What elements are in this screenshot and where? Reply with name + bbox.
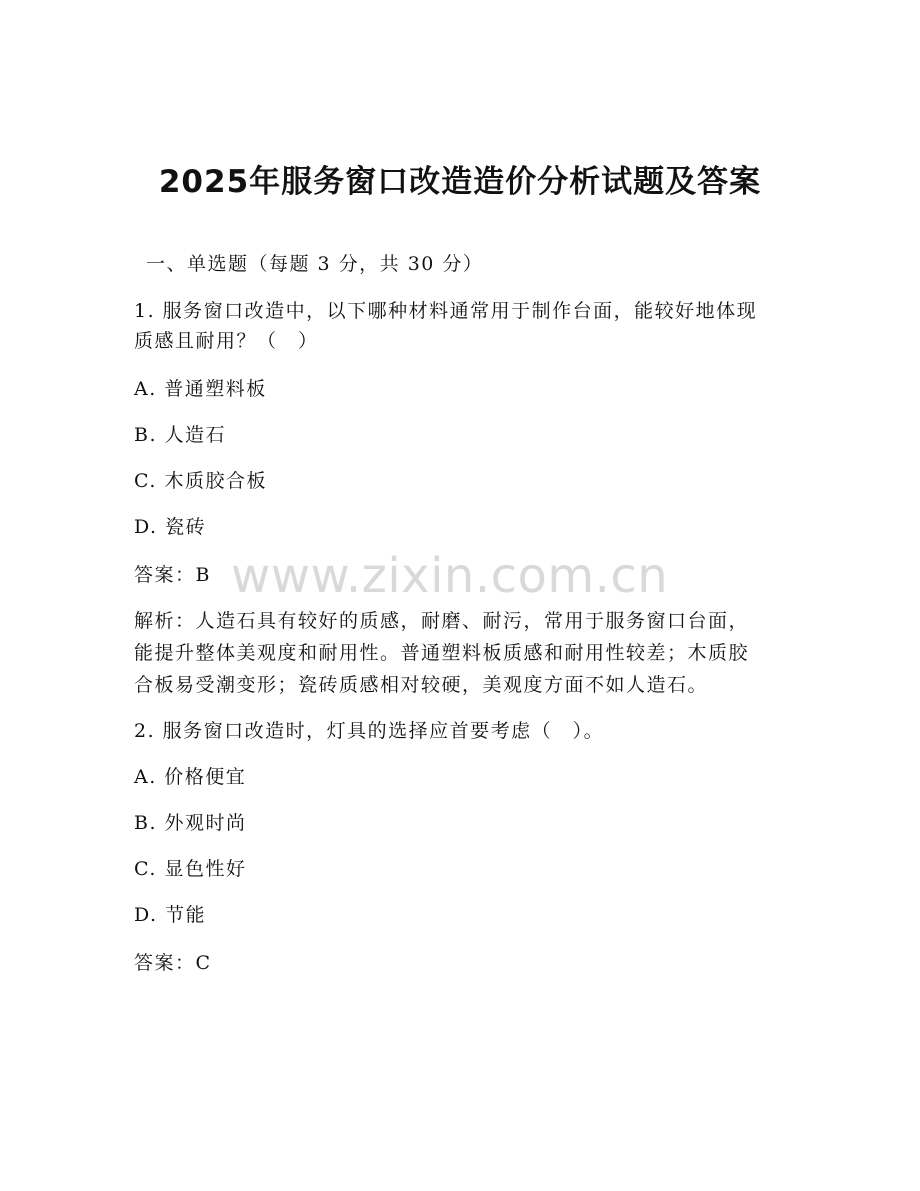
question-1-answer: 答案：B bbox=[134, 564, 211, 586]
question-2-stem: 2. 服务窗口改造时，灯具的选择应首要考虑（ ）。 bbox=[134, 720, 605, 742]
document-title: 2025年服务窗口改造造价分析试题及答案 bbox=[158, 164, 762, 200]
watermark: www.zixin.com.cn bbox=[231, 548, 669, 604]
question-1-option-d: D. 瓷砖 bbox=[134, 516, 207, 538]
section-heading: 一、单选题（每题 3 分，共 30 分） bbox=[146, 253, 484, 275]
question-1-option-b: B. 人造石 bbox=[134, 424, 227, 446]
question-2-option-a: A. 价格便宜 bbox=[134, 766, 247, 788]
question-1-stem-line-2: 质感且耐用？（ ） bbox=[134, 330, 319, 352]
question-2-option-b: B. 外观时尚 bbox=[134, 812, 247, 834]
question-2-option-d: D. 节能 bbox=[134, 904, 207, 926]
question-1-option-c: C. 木质胶合板 bbox=[134, 470, 267, 492]
question-2-answer: 答案：C bbox=[134, 952, 212, 974]
question-1-option-a: A. 普通塑料板 bbox=[134, 378, 267, 400]
question-1-analysis-line-2: 能提升整体美观度和耐用性。普通塑料板质感和耐用性较差；木质胶 bbox=[134, 642, 750, 664]
question-1-stem-line-1: 1. 服务窗口改造中，以下哪种材料通常用于制作台面，能较好地体现 bbox=[134, 300, 758, 322]
question-1-analysis-line-1: 解析：人造石具有较好的质感，耐磨、耐污，常用于服务窗口台面， bbox=[134, 610, 750, 632]
question-2-option-c: C. 显色性好 bbox=[134, 858, 247, 880]
question-1-analysis-line-3: 合板易受潮变形；瓷砖质感相对较硬，美观度方面不如人造石。 bbox=[134, 674, 709, 696]
